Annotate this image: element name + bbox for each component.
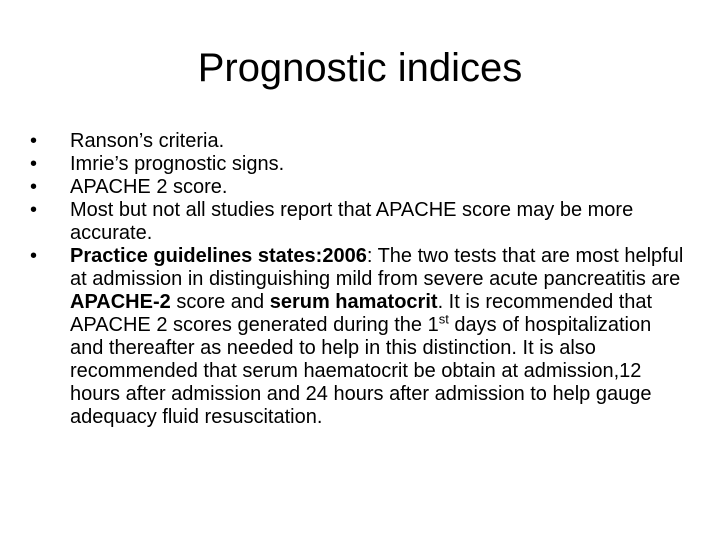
guideline-bold-apache: APACHE-2 [70, 291, 171, 313]
guideline-text-4: days of hospitalization and thereafter as needed to help in this distinction. It is also recommended that serum haematocrit be obtain at admission,12 hours after admission and 24 hours after admission to help gauge adequacy fluid resuscitation. [70, 314, 652, 428]
bullet-item-guidelines [30, 245, 685, 429]
bullet-text: Ranson’s criteria. [70, 130, 225, 152]
bullet-item-apache [30, 176, 685, 199]
guideline-year: 2006 [322, 245, 367, 267]
guideline-bold-hematocrit: serum hamatocrit [269, 291, 438, 313]
bullet-dot: • [30, 245, 38, 267]
bullet-dot: • [30, 130, 38, 152]
guideline-text-1: : The two tests that are most helpful at admission in distinguishing mild from severe acute pancreatitis are [70, 245, 684, 290]
guideline-label: Practice guidelines states: [70, 245, 323, 267]
bullet-text: APACHE 2 score. [70, 176, 228, 198]
bullet-list [30, 130, 685, 429]
bullet-text: Imrie’s prognostic signs. [70, 153, 285, 175]
bullet-text: Most but not all studies report that APACHE score may be more accurate. [70, 199, 634, 244]
guideline-text-3: . It is recommended that APACHE 2 scores generated during the 1 [70, 291, 653, 336]
bullet-dot: • [30, 153, 38, 175]
bullet-item-ranson [30, 130, 685, 153]
bullet-item-imrie [30, 153, 685, 176]
bullet-item-studies [30, 199, 685, 245]
bullet-dot: • [30, 199, 38, 221]
slide-title: Prognostic indices [197, 46, 523, 90]
guideline-text-2: score and [170, 291, 270, 313]
bullet-dot: • [30, 176, 38, 198]
guideline-superscript: st [438, 311, 449, 327]
guideline-text [70, 245, 683, 428]
